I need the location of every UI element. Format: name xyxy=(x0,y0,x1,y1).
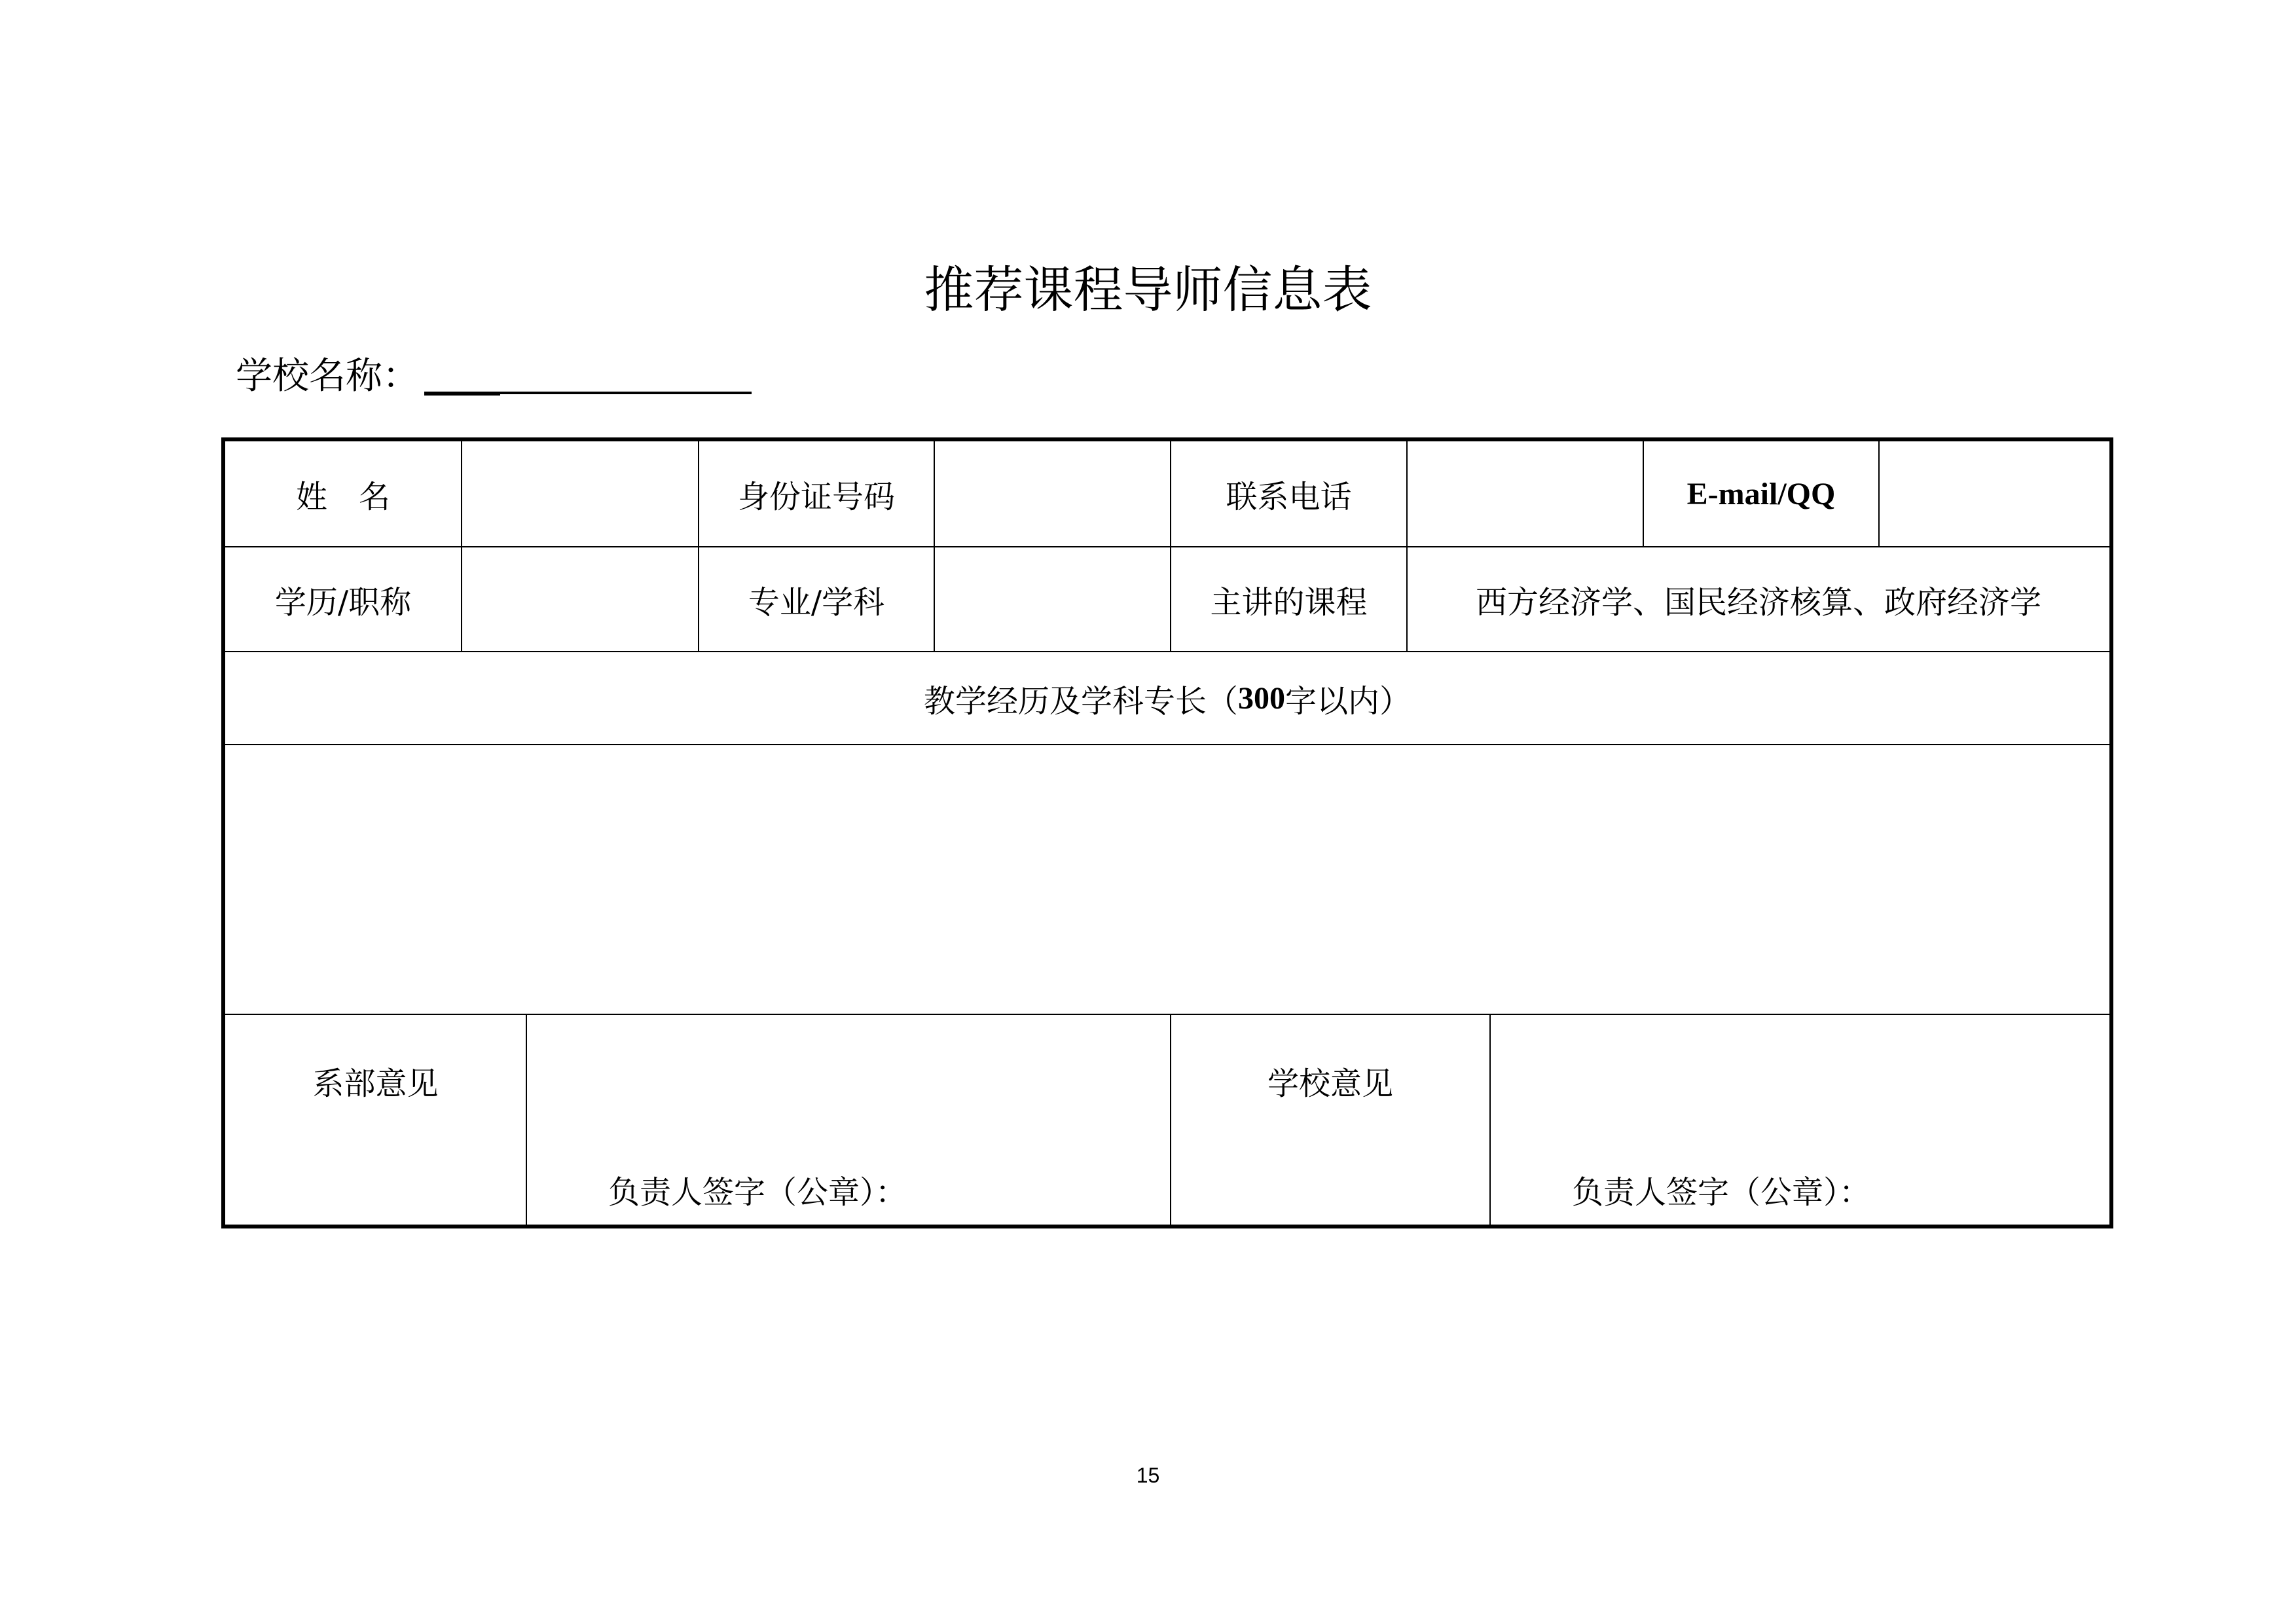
page-number: 15 xyxy=(1136,1464,1160,1487)
experience-content-area[interactable] xyxy=(225,745,2109,1014)
name-input[interactable] xyxy=(462,441,698,546)
department-opinion-area[interactable] xyxy=(527,1015,1170,1225)
department-signature-label: 负责人签字（公章）： xyxy=(608,1174,907,1211)
education-title-label: 学历/职称 xyxy=(274,583,412,621)
experience-heading xyxy=(225,652,2109,744)
phone-input[interactable] xyxy=(1408,441,1643,546)
experience-heading-number: 300 xyxy=(1238,680,1285,716)
email-qq-label: E-mail/QQ xyxy=(1686,476,1836,511)
form-title: 推荐课程导师信息表 xyxy=(924,261,1372,319)
department-opinion-label: 系部意见 xyxy=(312,1065,439,1102)
school-name-field[interactable] xyxy=(424,352,752,394)
education-title-input[interactable] xyxy=(462,547,698,651)
school-name-label: 学校名称： xyxy=(236,355,419,397)
phone-label: 联系电话 xyxy=(1226,478,1352,515)
id-number-label: 身份证号码 xyxy=(737,478,895,515)
school-name-underline-accent xyxy=(424,394,500,396)
school-opinion-label: 学校意见 xyxy=(1267,1065,1393,1102)
major-subject-label: 专业/学科 xyxy=(748,583,885,621)
school-signature-label: 负责人签字（公章）： xyxy=(1572,1174,1871,1211)
name-label: 姓 名 xyxy=(295,478,390,515)
main-course-label: 主讲的课程 xyxy=(1210,583,1368,621)
school-opinion-area[interactable] xyxy=(1491,1015,2109,1225)
id-number-input[interactable] xyxy=(935,441,1170,546)
experience-heading-suffix: 字以内） xyxy=(1285,682,1412,720)
experience-heading-prefix: 教学经历及学科专长（ xyxy=(923,682,1238,720)
tutor-info-table xyxy=(221,437,2113,1228)
main-course-value[interactable]: 西方经济学、国民经济核算、政府经济学 xyxy=(1475,583,2041,621)
major-subject-input[interactable] xyxy=(935,547,1170,651)
school-name-row xyxy=(236,347,752,406)
email-qq-input[interactable] xyxy=(1880,441,2109,546)
